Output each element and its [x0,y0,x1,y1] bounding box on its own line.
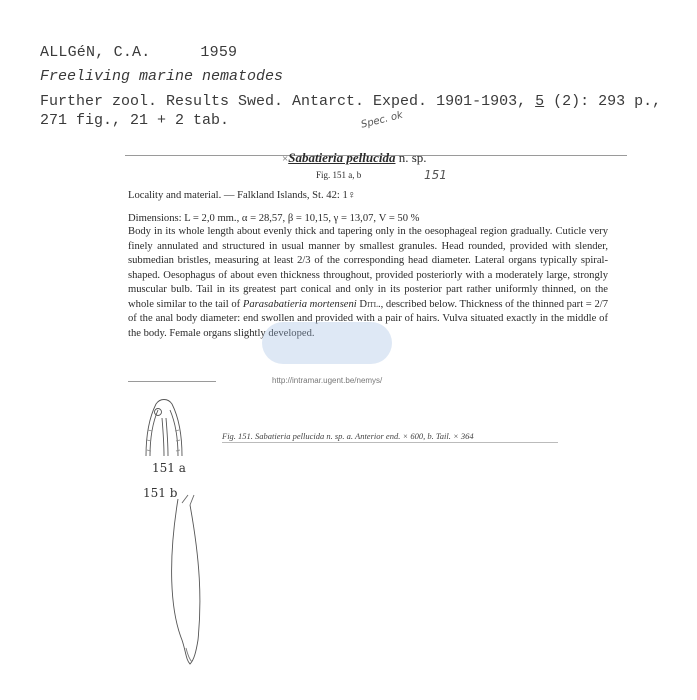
reference-title: Freeliving marine nematodes [40,68,284,85]
citation-suffix: (2): 293 p., [544,93,662,110]
description-part-2: described below. Thickness of the thinned part = 2/7 of the anal body diameter: end swollen and provided with a pair of hairs. Vulva situated exactly in the middle of the body. Female organs slightly developed. [128,298,608,339]
reference-author: ALLGéN, C.A. [40,44,151,61]
species-status: n. sp. [395,150,427,165]
tail-drawing [172,495,200,664]
anterior-end-drawing [146,400,182,457]
species-mark: × [282,153,289,165]
figure-reference: Fig. 151 a, b [316,170,362,180]
dimensions-text: Dimensions: L = 2,0 mm., α = 28,57, β = 10,15, γ = 13,07, V = 50 % [128,213,420,224]
figure-label-b: 151 b [143,486,178,500]
source-url: http://intramar.ugent.be/nemys/ [272,376,383,385]
citation-volume: 5 [535,93,545,110]
locality-text: Locality and material. — Falkland Islands, St. 42: 1♀ [128,190,356,201]
description-part-1: Body in its whole length about evenly thick and tapering only in the oesophageal region gradually. Cuticle very finely annulated and structured in usual manner by smallest granules. Head rounded, provided with slender, submedian bristles, measuring at least 2/3 of the corresponding head diameter. Lateral organs typically spiral-shaped. Oesophagus of about even thickness throughout, provided posteriorly with a moderately large, strongly muscular bulb. Tail in its greatest part conical and only in its posterior part rather uniformly thinned, on the whole similar to the tail of [128,226,608,310]
citation-extent: 271 fig., 21 + 2 tab. [40,112,230,129]
species-name: Sabatieria pellucida [288,150,396,165]
figure-label-a: 151 a [152,461,186,475]
citation-prefix: Further zool. Results Swed. Antarct. Exped. 1901-1903, [40,93,536,110]
figure-caption: Fig. 151. Sabatieria pellucida n. sp. a. Anterior end. × 600, b. Tail. × 364 [222,431,474,441]
description-species-ref: Parasabatieria mortenseni [242,298,357,310]
description-author-ref: Ditl., [356,298,384,310]
handwritten-page-number: 151 [424,168,447,182]
handwritten-note: Spec. ok [360,109,405,131]
reference-year: 1959 [200,44,238,61]
